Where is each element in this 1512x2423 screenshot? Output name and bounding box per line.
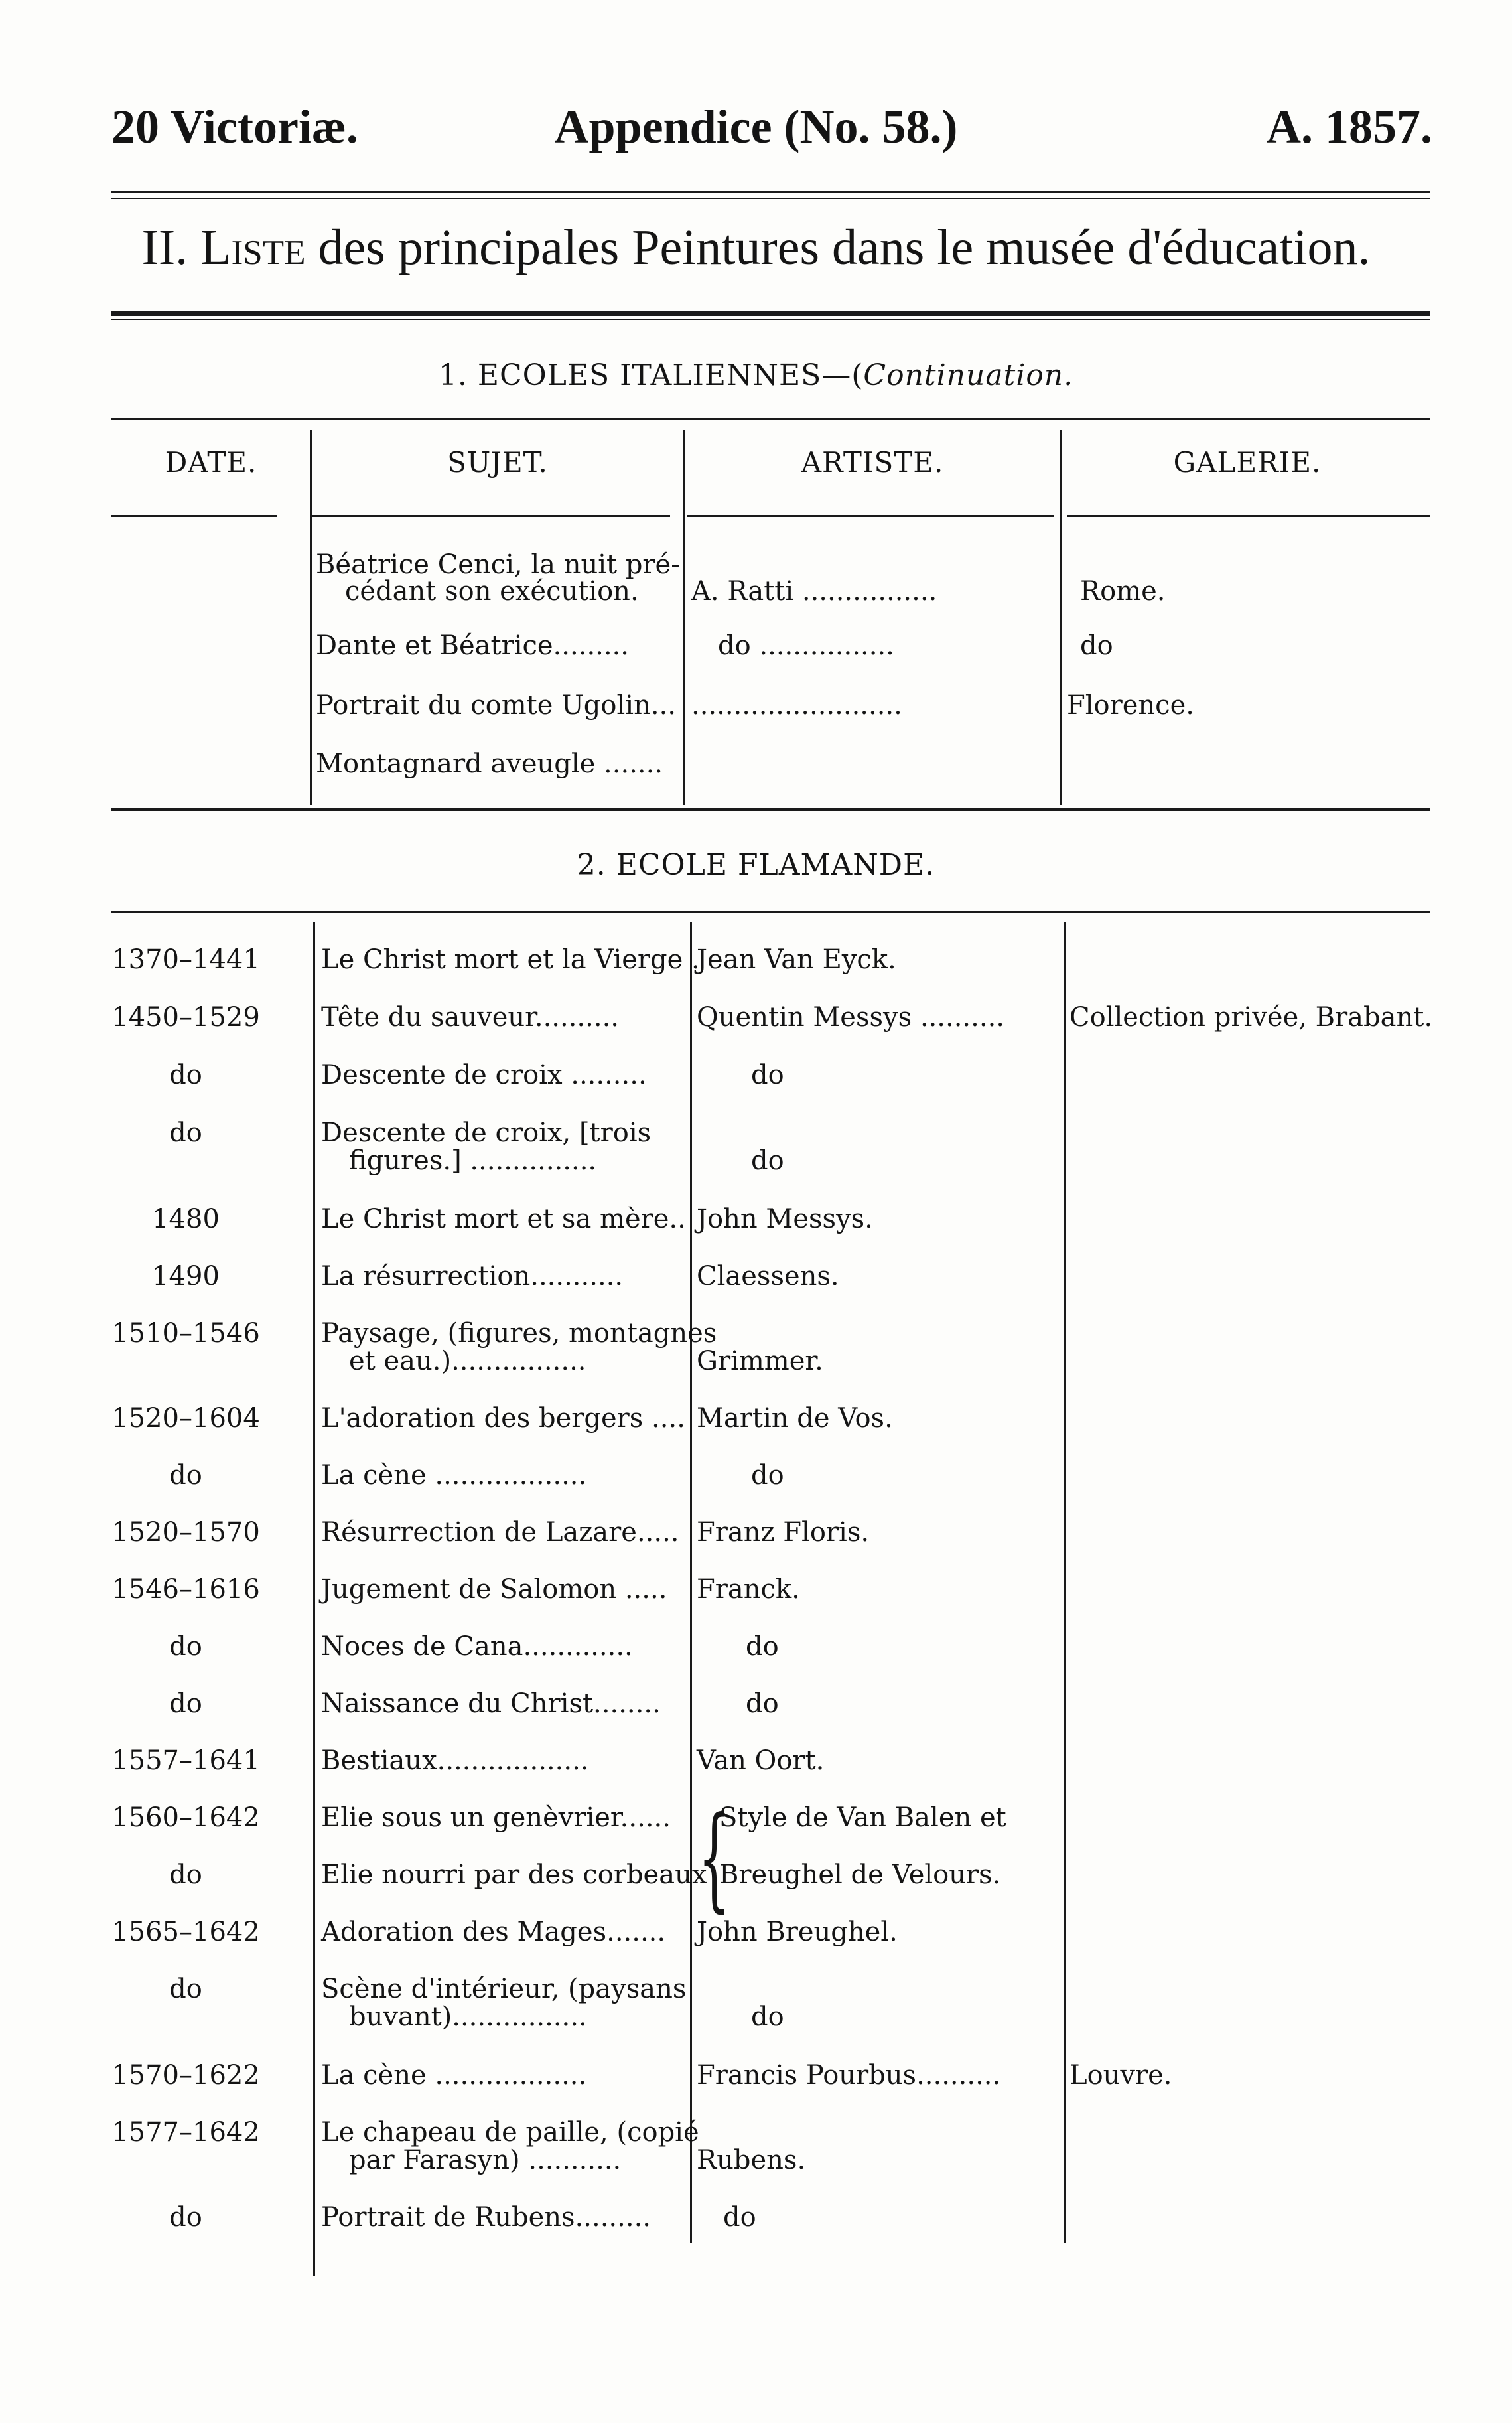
s2-row11-artiste: Franck. (697, 1574, 800, 1605)
s2-row10-sujet: Résurrection de Lazare..... (321, 1517, 679, 1548)
s2-row17-date: 1565–1642 (111, 1917, 260, 1947)
section2-top-rule (111, 911, 1430, 913)
section2-title: 2. ECOLE FLAMANDE. (577, 848, 935, 882)
header-session: 20 Victoriæ. (111, 100, 358, 153)
s2-row10-date: 1520–1570 (111, 1517, 260, 1548)
s2-row16-date: do (169, 1860, 202, 1890)
s2-row19-date: 1570–1622 (111, 2060, 260, 2091)
column-header-rule-artiste (687, 515, 1054, 517)
s2-row8-artiste: Martin de Vos. (697, 1403, 893, 1433)
s2-row2-sujet: Tête du sauveur.......... (321, 1002, 620, 1033)
col-divider-3 (1060, 430, 1062, 805)
s2-row10-artiste: Franz Floris. (697, 1517, 870, 1548)
s2-row3-artiste: do (751, 1060, 784, 1090)
s1-row2-galerie: do (1080, 630, 1113, 661)
s2-row19-sujet: La cène .................. (321, 2060, 587, 2091)
table-top-rule (111, 418, 1430, 420)
s2-row16-artiste: Breughel de Velours. (719, 1860, 1001, 1890)
s2-row12-sujet: Noces de Cana............. (321, 1631, 633, 1662)
s2-row5-date: 1480 (152, 1204, 220, 1234)
s2-row6-artiste: Claessens. (697, 1261, 839, 1291)
header-rule (111, 191, 1430, 193)
s2-row6-sujet: La résurrection........... (321, 1261, 624, 1291)
s2-row9-sujet: La cène .................. (321, 1460, 587, 1491)
title-rule-2 (111, 319, 1430, 320)
s2-row5-sujet: Le Christ mort et sa mère.. (321, 1204, 686, 1234)
column-header-galerie: GALERIE. (1173, 446, 1322, 478)
s2-col-divider-3 (1064, 922, 1066, 2243)
s2-row7-sujet-cont: et eau.)................ (349, 1346, 586, 1376)
s1-row1-artiste: A. Ratti ................ (691, 576, 937, 607)
s2-row8-date: 1520–1604 (111, 1403, 260, 1433)
s1-row1-sujet-cont: cédant son exécution. (345, 576, 639, 607)
s2-row20-sujet-cont: par Farasyn) ........... (349, 2145, 622, 2175)
s2-row14-sujet: Bestiaux.................. (321, 1745, 589, 1776)
s2-row11-sujet: Jugement de Salomon ..... (321, 1574, 667, 1605)
s2-row15-artiste: Style de Van Balen et (719, 1802, 1006, 1833)
s2-row13-sujet: Naissance du Christ........ (321, 1688, 661, 1719)
s2-row14-date: 1557–1641 (111, 1745, 260, 1776)
s2-row5-artiste: John Messys. (697, 1204, 873, 1234)
s2-row1-date: 1370–1441 (111, 944, 260, 975)
s1-row3-sujet: Portrait du comte Ugolin... (316, 690, 676, 721)
s2-row13-date: do (169, 1688, 202, 1719)
s2-col-divider-2 (690, 922, 692, 2243)
s2-row20-artiste: Rubens. (697, 2145, 806, 2175)
title-rest: des principales Peintures dans le musée d'éducation. (318, 220, 1371, 275)
s2-row4-sujet: Descente de croix, [trois (321, 1118, 652, 1148)
page-title (0, 219, 1512, 277)
s2-row14-artiste: Van Oort. (697, 1745, 825, 1776)
s2-row16-sujet: Elie nourri par des corbeaux (321, 1860, 707, 1890)
s2-row19-galerie: Louvre. (1069, 2060, 1172, 2091)
col-divider-2 (683, 430, 685, 805)
section1-title (0, 358, 1512, 392)
s2-row1-sujet: Le Christ mort et la Vierge . (321, 944, 700, 975)
s2-row18-date: do (169, 1974, 202, 2004)
s2-row8-sujet: L'adoration des bergers .... (321, 1403, 685, 1433)
s2-row17-sujet: Adoration des Mages....... (321, 1917, 666, 1947)
s2-row7-sujet: Paysage, (figures, montagnes (321, 1318, 717, 1349)
s2-row7-date: 1510–1546 (111, 1318, 260, 1349)
s2-row20-date: 1577–1642 (111, 2117, 260, 2148)
column-header-rule-sujet (312, 515, 670, 517)
s1-row1-sujet: Béatrice Cenci, la nuit pré- (316, 550, 680, 580)
s1-row3-galerie: Florence. (1067, 690, 1194, 721)
s2-row3-date: do (169, 1060, 202, 1090)
s2-row21-sujet: Portrait de Rubens......... (321, 2202, 651, 2233)
s2-row4-artiste: do (751, 1145, 784, 1176)
column-header-artiste: ARTISTE. (801, 446, 944, 478)
s2-row1-artiste: Jean Van Eyck. (697, 944, 896, 975)
title-rule (111, 311, 1430, 316)
title-numeral: II. (141, 220, 188, 275)
section1-title-text: 1. ECOLES ITALIENNES—( (438, 358, 864, 392)
s2-row21-artiste: do (723, 2202, 756, 2233)
s2-row6-date: 1490 (152, 1261, 220, 1291)
s2-row15-date: 1560–1642 (111, 1802, 260, 1833)
s2-row2-galerie: Collection privée, Brabant. (1069, 1002, 1433, 1033)
s2-row18-artiste: do (751, 2002, 784, 2032)
s2-col-divider-1 (313, 922, 315, 2276)
brace-mark: { (698, 1793, 730, 1924)
s2-row20-sujet: Le chapeau de paille, (copié (321, 2117, 699, 2148)
s2-row2-artiste: Quentin Messys .......... (697, 1002, 1005, 1033)
s1-row1-galerie: Rome. (1080, 576, 1166, 607)
s2-row12-date: do (169, 1631, 202, 1662)
s2-row13-artiste: do (746, 1688, 779, 1719)
s2-row21-date: do (169, 2202, 202, 2233)
s2-row17-artiste: John Breughel. (697, 1917, 898, 1947)
s2-row9-date: do (169, 1460, 202, 1491)
s1-row2-sujet: Dante et Béatrice......... (316, 630, 630, 661)
column-header-rule-galerie (1067, 515, 1430, 517)
title-liste: Liste (200, 220, 306, 275)
s2-row12-artiste: do (746, 1631, 779, 1662)
s2-row18-sujet: Scène d'intérieur, (paysans (321, 1974, 687, 2004)
section1-bottom-rule (111, 808, 1430, 811)
s2-row4-sujet-cont: figures.] ............... (349, 1145, 597, 1176)
s2-row18-sujet-cont: buvant)................ (349, 2002, 587, 2032)
header-year: A. 1857. (1267, 100, 1432, 153)
header-appendix: Appendice (No. 58.) (554, 100, 958, 153)
s2-row15-sujet: Elie sous un genèvrier...... (321, 1802, 671, 1833)
column-header-rule-date (111, 515, 277, 517)
s2-row3-sujet: Descente de croix ......... (321, 1060, 647, 1090)
s2-row2-date: 1450–1529 (111, 1002, 260, 1033)
s2-row7-artiste: Grimmer. (697, 1346, 823, 1376)
s1-row4-sujet: Montagnard aveugle ....... (316, 749, 663, 779)
section1-title-italic: Continuation. (863, 358, 1074, 392)
s2-row4-date: do (169, 1118, 202, 1148)
s1-row3-artiste: ......................... (691, 690, 902, 721)
column-header-date: DATE. (165, 446, 257, 478)
s2-row19-artiste: Francis Pourbus.......... (697, 2060, 1001, 2091)
column-header-sujet: SUJET. (447, 446, 548, 478)
header-rule-2 (111, 198, 1430, 199)
s1-row2-artiste: do ................ (718, 630, 894, 661)
s2-row9-artiste: do (751, 1460, 784, 1491)
col-divider-1 (310, 430, 312, 805)
s2-row11-date: 1546–1616 (111, 1574, 260, 1605)
